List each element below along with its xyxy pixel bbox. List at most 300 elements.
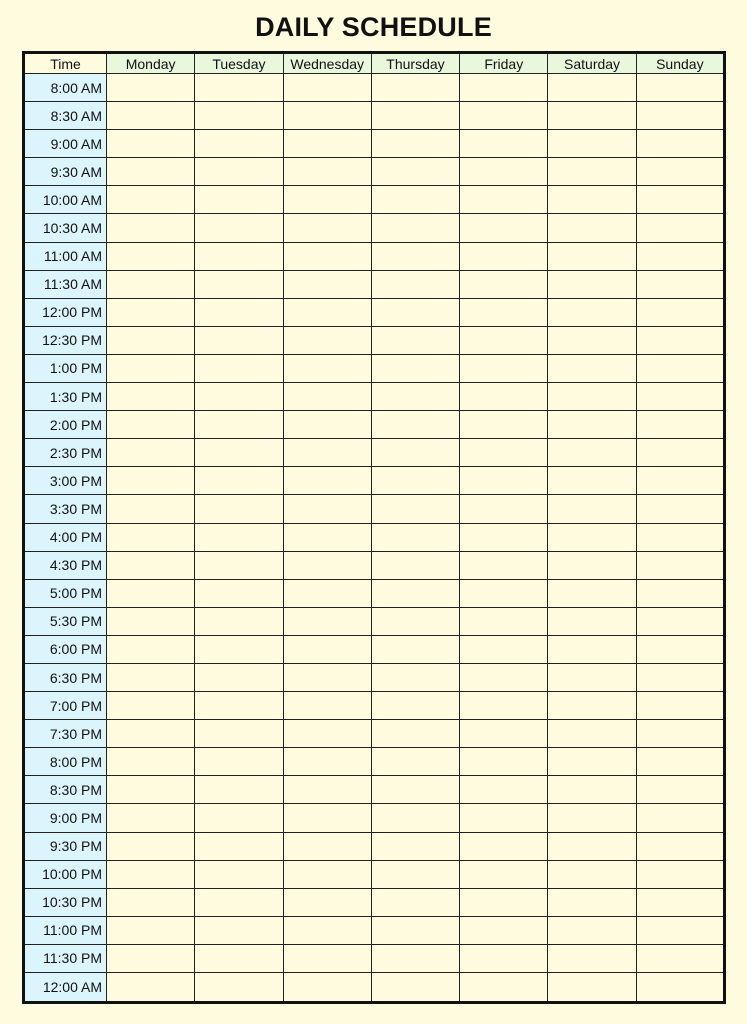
schedule-cell-monday[interactable] [107,776,195,804]
time-slot-label: 9:30 AM [24,158,107,186]
schedule-cell-wednesday[interactable] [283,748,371,776]
schedule-cell-wednesday[interactable] [283,354,371,382]
schedule-cell-tuesday[interactable] [195,411,283,439]
schedule-cell-thursday[interactable] [371,158,459,186]
schedule-cell-saturday[interactable] [548,214,636,242]
time-slot-label: 1:30 PM [24,383,107,411]
schedule-cell-wednesday[interactable] [283,860,371,888]
schedule-cell-saturday[interactable] [548,888,636,916]
schedule-cell-saturday[interactable] [548,607,636,635]
schedule-cell-saturday[interactable] [548,776,636,804]
schedule-cell-monday[interactable] [107,467,195,495]
schedule-cell-saturday[interactable] [548,973,636,1003]
schedule-cell-tuesday[interactable] [195,270,283,298]
schedule-cell-friday[interactable] [460,354,548,382]
table-row [24,832,725,860]
time-slot-label: 7:00 PM [24,692,107,720]
schedule-cell-saturday[interactable] [548,354,636,382]
schedule-cell-wednesday[interactable] [283,692,371,720]
schedule-cell-thursday[interactable] [371,832,459,860]
schedule-cell-friday[interactable] [460,579,548,607]
time-slot-label: 5:30 PM [24,607,107,635]
schedule-cell-monday[interactable] [107,130,195,158]
schedule-cell-sunday[interactable] [636,298,724,326]
schedule-cell-thursday[interactable] [371,242,459,270]
schedule-cell-saturday[interactable] [548,102,636,130]
schedule-cell-saturday[interactable] [548,186,636,214]
schedule-cell-friday[interactable] [460,916,548,944]
schedule-cell-saturday[interactable] [548,523,636,551]
schedule-cell-monday[interactable] [107,804,195,832]
schedule-cell-tuesday[interactable] [195,635,283,663]
time-slot-label: 2:00 PM [24,411,107,439]
schedule-cell-tuesday[interactable] [195,663,283,691]
schedule-cell-thursday[interactable] [371,804,459,832]
table-row [24,635,725,663]
table-row [24,692,725,720]
schedule-cell-sunday[interactable] [636,692,724,720]
schedule-cell-wednesday[interactable] [283,270,371,298]
schedule-cell-monday[interactable] [107,186,195,214]
time-slot-label: 10:00 PM [24,860,107,888]
schedule-cell-thursday[interactable] [371,411,459,439]
schedule-cell-thursday[interactable] [371,579,459,607]
time-slot-label: 4:00 PM [24,523,107,551]
table-row [24,439,725,467]
schedule-cell-friday[interactable] [460,551,548,579]
schedule-cell-tuesday[interactable] [195,832,283,860]
schedule-cell-friday[interactable] [460,607,548,635]
schedule-cell-friday[interactable] [460,720,548,748]
schedule-cell-friday[interactable] [460,523,548,551]
schedule-cell-sunday[interactable] [636,748,724,776]
schedule-cell-sunday[interactable] [636,242,724,270]
schedule-cell-friday[interactable] [460,973,548,1003]
schedule-cell-saturday[interactable] [548,74,636,102]
schedule-cell-monday[interactable] [107,326,195,354]
schedule-cell-sunday[interactable] [636,74,724,102]
schedule-cell-sunday[interactable] [636,663,724,691]
table-row [24,467,725,495]
schedule-cell-saturday[interactable] [548,860,636,888]
table-row [24,776,725,804]
schedule-cell-sunday[interactable] [636,832,724,860]
schedule-cell-thursday[interactable] [371,692,459,720]
table-row [24,411,725,439]
schedule-cell-monday[interactable] [107,523,195,551]
table-row [24,607,725,635]
schedule-cell-monday[interactable] [107,607,195,635]
schedule-cell-monday[interactable] [107,214,195,242]
schedule-cell-friday[interactable] [460,270,548,298]
schedule-cell-monday[interactable] [107,411,195,439]
schedule-cell-sunday[interactable] [636,439,724,467]
schedule-cell-sunday[interactable] [636,944,724,972]
schedule-cell-friday[interactable] [460,326,548,354]
schedule-cell-tuesday[interactable] [195,973,283,1003]
time-slot-label: 4:30 PM [24,551,107,579]
table-row [24,214,725,242]
schedule-cell-saturday[interactable] [548,692,636,720]
schedule-cell-friday[interactable] [460,102,548,130]
time-slot-label: 8:00 PM [24,748,107,776]
day-header-monday: Monday [107,53,195,74]
schedule-cell-tuesday[interactable] [195,467,283,495]
schedule-cell-sunday[interactable] [636,158,724,186]
time-slot-label: 8:00 AM [24,74,107,102]
schedule-cell-monday[interactable] [107,551,195,579]
schedule-cell-monday[interactable] [107,74,195,102]
schedule-cell-friday[interactable] [460,74,548,102]
schedule-cell-tuesday[interactable] [195,130,283,158]
schedule-cell-thursday[interactable] [371,326,459,354]
table-row [24,579,725,607]
schedule-cell-sunday[interactable] [636,551,724,579]
schedule-cell-thursday[interactable] [371,607,459,635]
table-row [24,916,725,944]
schedule-cell-monday[interactable] [107,354,195,382]
schedule-cell-wednesday[interactable] [283,804,371,832]
schedule-cell-tuesday[interactable] [195,523,283,551]
schedule-cell-monday[interactable] [107,495,195,523]
time-slot-label: 11:00 AM [24,242,107,270]
schedule-cell-wednesday[interactable] [283,102,371,130]
schedule-cell-saturday[interactable] [548,242,636,270]
time-slot-label: 10:30 PM [24,888,107,916]
schedule-cell-monday[interactable] [107,635,195,663]
schedule-cell-tuesday[interactable] [195,186,283,214]
schedule-cell-tuesday[interactable] [195,607,283,635]
time-slot-label: 7:30 PM [24,720,107,748]
schedule-cell-friday[interactable] [460,439,548,467]
schedule-cell-friday[interactable] [460,944,548,972]
header-row [24,53,725,74]
schedule-cell-wednesday[interactable] [283,888,371,916]
day-header-saturday: Saturday [548,53,636,74]
time-column-header: Time [24,53,107,74]
schedule-cell-thursday[interactable] [371,102,459,130]
schedule-cell-sunday[interactable] [636,130,724,158]
table-row [24,720,725,748]
time-slot-label: 11:30 AM [24,270,107,298]
time-slot-label: 11:00 PM [24,916,107,944]
time-slot-label: 5:00 PM [24,579,107,607]
schedule-cell-friday[interactable] [460,692,548,720]
schedule-cell-sunday[interactable] [636,916,724,944]
schedule-cell-monday[interactable] [107,663,195,691]
schedule-cell-monday[interactable] [107,383,195,411]
schedule-cell-tuesday[interactable] [195,944,283,972]
schedule-cell-thursday[interactable] [371,74,459,102]
schedule-cell-wednesday[interactable] [283,495,371,523]
schedule-cell-thursday[interactable] [371,523,459,551]
schedule-cell-wednesday[interactable] [283,326,371,354]
schedule-cell-monday[interactable] [107,158,195,186]
schedule-cell-tuesday[interactable] [195,860,283,888]
time-slot-label: 1:00 PM [24,354,107,382]
schedule-cell-monday[interactable] [107,944,195,972]
table-row [24,298,725,326]
table-row [24,74,725,102]
schedule-cell-friday[interactable] [460,860,548,888]
schedule-cell-tuesday[interactable] [195,74,283,102]
table-row [24,944,725,972]
schedule-cell-wednesday[interactable] [283,832,371,860]
schedule-cell-wednesday[interactable] [283,720,371,748]
schedule-cell-tuesday[interactable] [195,692,283,720]
schedule-cell-friday[interactable] [460,411,548,439]
schedule-cell-thursday[interactable] [371,495,459,523]
day-header-tuesday: Tuesday [195,53,283,74]
schedule-cell-monday[interactable] [107,439,195,467]
schedule-cell-wednesday[interactable] [283,973,371,1003]
schedule-cell-friday[interactable] [460,214,548,242]
schedule-cell-tuesday[interactable] [195,354,283,382]
time-slot-label: 2:30 PM [24,439,107,467]
table-row [24,663,725,691]
schedule-cell-sunday[interactable] [636,326,724,354]
schedule-cell-thursday[interactable] [371,439,459,467]
schedule-cell-monday[interactable] [107,692,195,720]
schedule-cell-saturday[interactable] [548,158,636,186]
schedule-cell-sunday[interactable] [636,776,724,804]
schedule-cell-wednesday[interactable] [283,579,371,607]
time-slot-label: 3:00 PM [24,467,107,495]
schedule-cell-saturday[interactable] [548,916,636,944]
schedule-cell-thursday[interactable] [371,860,459,888]
schedule-cell-thursday[interactable] [371,776,459,804]
time-slot-label: 6:00 PM [24,635,107,663]
schedule-cell-tuesday[interactable] [195,720,283,748]
schedule-cell-thursday[interactable] [371,888,459,916]
table-row [24,186,725,214]
table-row [24,973,725,1003]
schedule-cell-friday[interactable] [460,832,548,860]
time-slot-label: 8:30 PM [24,776,107,804]
schedule-cell-sunday[interactable] [636,973,724,1003]
schedule-cell-monday[interactable] [107,242,195,270]
table-row [24,860,725,888]
schedule-cell-sunday[interactable] [636,354,724,382]
schedule-cell-sunday[interactable] [636,888,724,916]
schedule-cell-wednesday[interactable] [283,607,371,635]
schedule-cell-sunday[interactable] [636,720,724,748]
schedule-cell-sunday[interactable] [636,214,724,242]
schedule-cell-thursday[interactable] [371,467,459,495]
time-slot-label: 10:00 AM [24,186,107,214]
schedule-cell-tuesday[interactable] [195,888,283,916]
schedule-cell-sunday[interactable] [636,495,724,523]
schedule-cell-monday[interactable] [107,298,195,326]
table-row [24,383,725,411]
day-header-friday: Friday [460,53,548,74]
table-row [24,326,725,354]
table-row [24,495,725,523]
schedule-cell-sunday[interactable] [636,635,724,663]
schedule-cell-thursday[interactable] [371,186,459,214]
schedule-cell-saturday[interactable] [548,748,636,776]
schedule-cell-friday[interactable] [460,495,548,523]
day-header-sunday: Sunday [636,53,724,74]
schedule-cell-sunday[interactable] [636,383,724,411]
schedule-cell-saturday[interactable] [548,130,636,158]
time-slot-label: 12:00 AM [24,973,107,1003]
time-slot-label: 6:30 PM [24,663,107,691]
schedule-cell-tuesday[interactable] [195,298,283,326]
schedule-cell-monday[interactable] [107,973,195,1003]
schedule-cell-saturday[interactable] [548,720,636,748]
schedule-cell-saturday[interactable] [548,495,636,523]
schedule-cell-saturday[interactable] [548,326,636,354]
schedule-cell-tuesday[interactable] [195,102,283,130]
schedule-cell-saturday[interactable] [548,439,636,467]
schedule-cell-friday[interactable] [460,298,548,326]
schedule-cell-wednesday[interactable] [283,130,371,158]
schedule-cell-saturday[interactable] [548,467,636,495]
table-row [24,888,725,916]
page-title: DAILY SCHEDULE [255,12,492,42]
schedule-cell-thursday[interactable] [371,270,459,298]
time-slot-label: 12:30 PM [24,326,107,354]
schedule-cell-friday[interactable] [460,158,548,186]
schedule-cell-wednesday[interactable] [283,158,371,186]
schedule-cell-friday[interactable] [460,635,548,663]
schedule-cell-monday[interactable] [107,832,195,860]
schedule-cell-wednesday[interactable] [283,383,371,411]
schedule-cell-thursday[interactable] [371,551,459,579]
schedule-cell-wednesday[interactable] [283,663,371,691]
schedule-cell-thursday[interactable] [371,130,459,158]
time-slot-label: 10:30 AM [24,214,107,242]
schedule-cell-sunday[interactable] [636,411,724,439]
schedule-cell-tuesday[interactable] [195,242,283,270]
schedule-cell-thursday[interactable] [371,748,459,776]
schedule-cell-tuesday[interactable] [195,326,283,354]
schedule-cell-thursday[interactable] [371,354,459,382]
schedule-cell-wednesday[interactable] [283,74,371,102]
schedule-cell-friday[interactable] [460,888,548,916]
schedule-cell-saturday[interactable] [548,411,636,439]
schedule-cell-saturday[interactable] [548,270,636,298]
schedule-cell-wednesday[interactable] [283,214,371,242]
time-slot-label: 8:30 AM [24,102,107,130]
schedule-cell-wednesday[interactable] [283,439,371,467]
time-slot-label: 3:30 PM [24,495,107,523]
time-slot-label: 9:30 PM [24,832,107,860]
schedule-cell-saturday[interactable] [548,298,636,326]
schedule-cell-thursday[interactable] [371,720,459,748]
schedule-cell-tuesday[interactable] [195,748,283,776]
schedule-cell-tuesday[interactable] [195,214,283,242]
schedule-cell-monday[interactable] [107,748,195,776]
schedule-cell-wednesday[interactable] [283,411,371,439]
schedule-cell-saturday[interactable] [548,551,636,579]
schedule-cell-friday[interactable] [460,383,548,411]
schedule-cell-sunday[interactable] [636,523,724,551]
table-row [24,748,725,776]
schedule-cell-sunday[interactable] [636,804,724,832]
table-row [24,270,725,298]
schedule-cell-wednesday[interactable] [283,916,371,944]
schedule-cell-monday[interactable] [107,102,195,130]
time-slot-label: 11:30 PM [24,944,107,972]
schedule-cell-thursday[interactable] [371,916,459,944]
schedule-cell-sunday[interactable] [636,579,724,607]
schedule-cell-friday[interactable] [460,242,548,270]
time-slot-label: 9:00 AM [24,130,107,158]
schedule-cell-wednesday[interactable] [283,186,371,214]
schedule-cell-sunday[interactable] [636,270,724,298]
schedule-cell-wednesday[interactable] [283,776,371,804]
schedule-cell-thursday[interactable] [371,214,459,242]
schedule-cell-saturday[interactable] [548,832,636,860]
schedule-cell-tuesday[interactable] [195,804,283,832]
schedule-cell-wednesday[interactable] [283,635,371,663]
schedule-cell-wednesday[interactable] [283,944,371,972]
schedule-cell-wednesday[interactable] [283,298,371,326]
schedule-cell-wednesday[interactable] [283,467,371,495]
schedule-cell-tuesday[interactable] [195,439,283,467]
schedule-cell-friday[interactable] [460,776,548,804]
schedule-cell-monday[interactable] [107,720,195,748]
schedule-cell-tuesday[interactable] [195,916,283,944]
schedule-cell-monday[interactable] [107,579,195,607]
schedule-cell-wednesday[interactable] [283,242,371,270]
table-row [24,102,725,130]
schedule-cell-saturday[interactable] [548,635,636,663]
schedule-cell-wednesday[interactable] [283,523,371,551]
schedule-cell-saturday[interactable] [548,663,636,691]
schedule-cell-sunday[interactable] [636,186,724,214]
schedule-cell-friday[interactable] [460,467,548,495]
schedule-cell-monday[interactable] [107,916,195,944]
schedule-cell-saturday[interactable] [548,804,636,832]
schedule-cell-friday[interactable] [460,130,548,158]
schedule-cell-tuesday[interactable] [195,776,283,804]
schedule-cell-friday[interactable] [460,186,548,214]
schedule-cell-thursday[interactable] [371,383,459,411]
day-header-wednesday: Wednesday [283,53,371,74]
schedule-cell-friday[interactable] [460,748,548,776]
schedule-cell-monday[interactable] [107,860,195,888]
schedule-cell-wednesday[interactable] [283,551,371,579]
schedule-cell-friday[interactable] [460,804,548,832]
schedule-cell-saturday[interactable] [548,383,636,411]
schedule-table [22,51,726,1004]
schedule-cell-tuesday[interactable] [195,158,283,186]
schedule-cell-tuesday[interactable] [195,551,283,579]
schedule-cell-monday[interactable] [107,888,195,916]
table-row [24,551,725,579]
schedule-cell-thursday[interactable] [371,635,459,663]
schedule-cell-friday[interactable] [460,663,548,691]
schedule-cell-saturday[interactable] [548,944,636,972]
schedule-cell-thursday[interactable] [371,944,459,972]
schedule-cell-sunday[interactable] [636,860,724,888]
schedule-cell-sunday[interactable] [636,607,724,635]
schedule-cell-tuesday[interactable] [195,495,283,523]
schedule-cell-tuesday[interactable] [195,579,283,607]
schedule-cell-sunday[interactable] [636,102,724,130]
schedule-cell-tuesday[interactable] [195,383,283,411]
table-row [24,242,725,270]
schedule-cell-saturday[interactable] [548,579,636,607]
schedule-cell-thursday[interactable] [371,973,459,1003]
schedule-cell-thursday[interactable] [371,298,459,326]
schedule-cell-sunday[interactable] [636,467,724,495]
schedule-cell-thursday[interactable] [371,663,459,691]
schedule-cell-monday[interactable] [107,270,195,298]
